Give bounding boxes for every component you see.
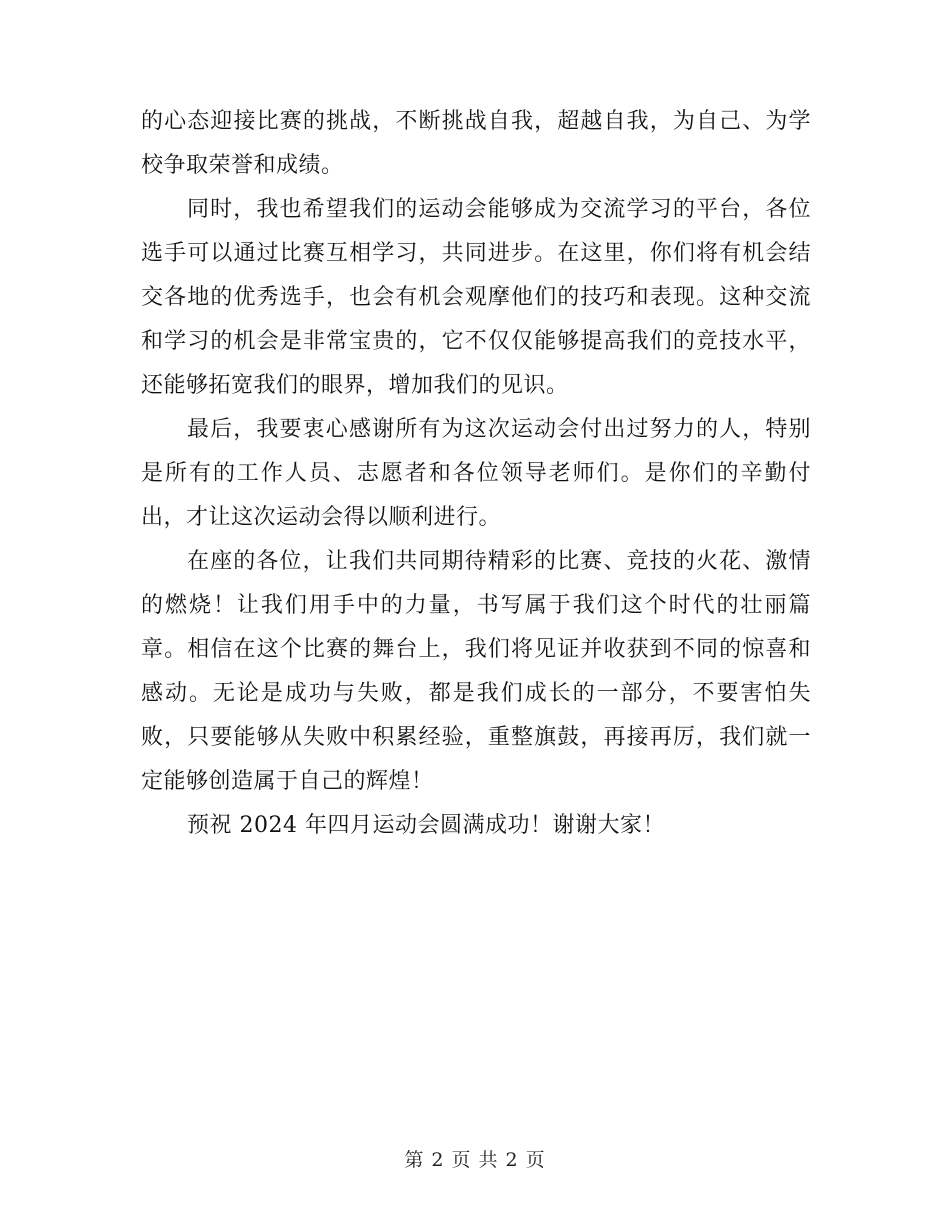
paragraph-exchange-platform: 同时，我也希望我们的运动会能够成为交流学习的平台，各位选手可以通过比赛互相学习，共同进步。在这里，你们将有机会结交各地的优秀选手，也会有机会观摩他们的技巧和表现。这种交流和学习的机会是非常宝贵的，它不仅仅能够提高我们的竞技水平，还能够拓宽我们的眼界，增加我们的见识。 [141, 197, 811, 398]
paragraph-encouragement: 在座的各位，让我们共同期待精彩的比赛、竞技的火花、激情的燃烧！让我们用手中的力量，书写属于我们这个时代的壮丽篇章。相信在这个比赛的舞台上，我们将见证并收获到不同的惊喜和感动。无论是成功与失败，都是我们成长的一部分，不要害怕失败，只要能够从失败中积累经验，重整旗鼓，再接再厉，我们就一定能够创造属于自己的辉煌！ [141, 549, 811, 794]
page-number-footer: 第 2 页 共 2 页 [404, 1149, 546, 1171]
document-body [141, 100, 811, 848]
paragraph-closing-wish: 预祝 2024 年四月运动会圆满成功！谢谢大家！ [187, 813, 665, 838]
paragraph-continuation: 的心态迎接比赛的挑战，不断挑战自我，超越自我，为自己、为学校争取荣誉和成绩。 [141, 109, 811, 178]
paragraph-thanks: 最后，我要衷心感谢所有为这次运动会付出过努力的人，特别是所有的工作人员、志愿者和各位领导老师们。是你们的辛勤付出，才让这次运动会得以顺利进行。 [141, 417, 811, 530]
